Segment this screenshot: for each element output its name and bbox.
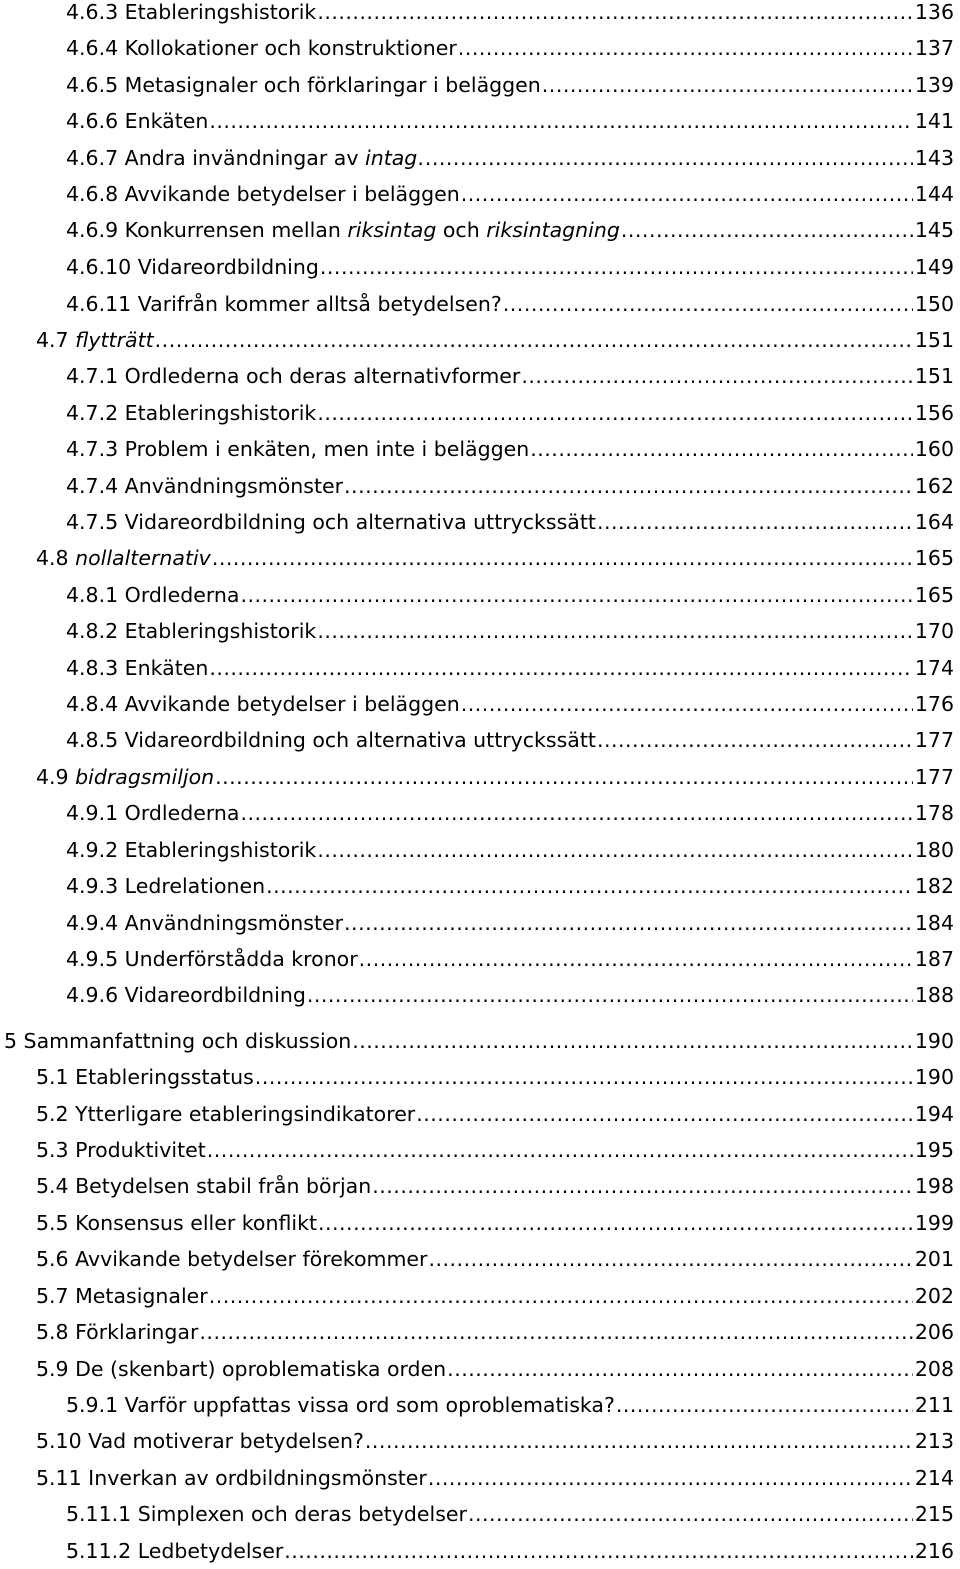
toc-entry-page-number: 139 xyxy=(914,73,954,97)
toc-entry[interactable] xyxy=(36,1315,954,1349)
toc-entry-page-number: 188 xyxy=(914,983,954,1007)
toc-entry-page-number: 141 xyxy=(914,109,954,133)
toc-entry-page-number: 165 xyxy=(914,583,954,607)
toc-entry-title: 4.7 flytträtt xyxy=(36,328,154,352)
toc-dot-leader xyxy=(597,723,913,757)
toc-entry-page-number: 187 xyxy=(914,947,954,971)
toc-dot-leader xyxy=(542,68,913,102)
toc-entry-title: 5 Sammanfattning och diskussion xyxy=(4,1029,352,1053)
toc-entry-title: 4.6.6 Enkäten xyxy=(66,109,209,133)
toc-entry-page-number: 177 xyxy=(914,765,954,789)
toc-entry-title: 4.9.6 Vidareordbildning xyxy=(66,983,306,1007)
toc-entry-title: 4.7.2 Etableringshistorik xyxy=(66,401,317,425)
toc-entry-title: 5.4 Betydelsen stabil från början xyxy=(36,1174,372,1198)
toc-dot-leader xyxy=(461,177,913,211)
toc-entry-title: 4.7.4 Användningsmönster xyxy=(66,474,344,498)
toc-entry[interactable] xyxy=(66,469,954,503)
toc-dot-leader xyxy=(416,1097,913,1131)
toc-dot-leader xyxy=(372,1169,913,1203)
toc-dot-leader xyxy=(209,1279,913,1313)
toc-entry-page-number: 151 xyxy=(914,328,954,352)
toc-dot-leader xyxy=(212,541,913,575)
toc-entry-title: 4.9 bidragsmiljon xyxy=(36,765,215,789)
toc-entry[interactable] xyxy=(66,942,954,976)
toc-entry-title: 4.7.5 Vidareordbildning och alternativa uttryckssätt xyxy=(66,510,596,534)
toc-entry-page-number: 206 xyxy=(914,1320,954,1344)
toc-dot-leader xyxy=(621,213,913,247)
toc-entry-title: 4.7.1 Ordlederna och deras alternativformer xyxy=(66,364,521,388)
toc-entry-title: 4.8.2 Etableringshistorik xyxy=(66,619,317,643)
toc-entry[interactable] xyxy=(36,323,954,357)
toc-entry[interactable] xyxy=(36,1424,954,1458)
toc-entry-page-number: 145 xyxy=(914,218,954,242)
toc-entry[interactable] xyxy=(36,1133,954,1167)
toc-entry[interactable] xyxy=(4,1024,954,1058)
toc-dot-leader xyxy=(284,1534,913,1568)
toc-entry[interactable] xyxy=(66,177,954,211)
toc-entry[interactable] xyxy=(36,1060,954,1094)
toc-dot-leader xyxy=(352,1024,913,1058)
toc-entry[interactable] xyxy=(66,906,954,940)
toc-dot-leader xyxy=(461,687,913,721)
toc-entry[interactable] xyxy=(66,578,954,612)
toc-entry-title: 5.7 Metasignaler xyxy=(36,1284,208,1308)
toc-entry-page-number: 215 xyxy=(914,1502,954,1526)
toc-entry-page-number: 184 xyxy=(914,911,954,935)
toc-entry-page-number: 156 xyxy=(914,401,954,425)
toc-entry[interactable] xyxy=(66,31,954,65)
toc-entry-title: 4.8.4 Avvikande betydelser i beläggen xyxy=(66,692,460,716)
toc-dot-leader xyxy=(458,31,913,65)
toc-dot-leader xyxy=(344,906,913,940)
toc-entry[interactable] xyxy=(66,1534,954,1568)
toc-entry[interactable] xyxy=(66,104,954,138)
toc-dot-leader xyxy=(209,651,913,685)
toc-entry-title: 5.6 Avvikande betydelser förekommer xyxy=(36,1247,428,1271)
toc-entry-page-number: 213 xyxy=(914,1429,954,1453)
toc-entry-page-number: 144 xyxy=(914,182,954,206)
toc-entry[interactable] xyxy=(66,651,954,685)
toc-dot-leader xyxy=(425,141,913,175)
toc-entry-page-number: 190 xyxy=(914,1029,954,1053)
toc-entry-title: 5.1 Etableringsstatus xyxy=(36,1065,254,1089)
toc-entry-page-number: 216 xyxy=(914,1539,954,1563)
toc-dot-leader xyxy=(317,396,913,430)
toc-entry[interactable] xyxy=(66,614,954,648)
toc-entry-title: 4.6.10 Vidareordbildning xyxy=(66,255,319,279)
toc-entry-title: 4.6.7 Andra invändningar av intag. xyxy=(66,146,424,170)
toc-entry-page-number: 208 xyxy=(914,1357,954,1381)
toc-entry-title: 4.9.3 Ledrelationen xyxy=(66,874,266,898)
toc-dot-leader xyxy=(155,323,913,357)
toc-entry[interactable] xyxy=(66,978,954,1012)
toc-entry[interactable] xyxy=(36,1097,954,1131)
toc-dot-leader xyxy=(240,796,912,830)
toc-entry-page-number: 143 xyxy=(914,146,954,170)
toc-entry-title: 4.9.2 Etableringshistorik xyxy=(66,838,317,862)
toc-dot-leader xyxy=(207,1133,913,1167)
toc-entry-page-number: 176 xyxy=(914,692,954,716)
toc-entry-page-number: 178 xyxy=(914,801,954,825)
toc-entry[interactable] xyxy=(66,723,954,757)
toc-entry[interactable] xyxy=(36,1279,954,1313)
toc-dot-leader xyxy=(428,1242,912,1276)
toc-entry-page-number: 137 xyxy=(914,36,954,60)
toc-entry-title: 5.2 Ytterligare etableringsindikatorer xyxy=(36,1102,416,1126)
toc-dot-leader xyxy=(344,469,913,503)
toc-dot-leader xyxy=(428,1461,913,1495)
toc-dot-leader xyxy=(317,833,913,867)
toc-entry-page-number: 190 xyxy=(914,1065,954,1089)
toc-entry[interactable] xyxy=(36,760,954,794)
toc-dot-leader xyxy=(616,1388,913,1422)
toc-entry[interactable] xyxy=(66,1497,954,1531)
toc-entry[interactable] xyxy=(66,68,954,102)
toc-entry-title: 4.8.3 Enkäten xyxy=(66,656,209,680)
toc-dot-leader xyxy=(530,432,913,466)
toc-entry[interactable] xyxy=(36,1352,954,1386)
toc-dot-leader xyxy=(447,1352,913,1386)
toc-dot-leader xyxy=(365,1424,913,1458)
toc-entry-page-number: 136 xyxy=(914,0,954,24)
toc-entry-title: 4.9.4 Användningsmönster xyxy=(66,911,344,935)
toc-entry-page-number: 201 xyxy=(914,1247,954,1271)
toc-entry[interactable] xyxy=(66,833,954,867)
toc-entry-title: 4.8.5 Vidareordbildning och alternativa uttryckssätt xyxy=(66,728,596,752)
toc-entry[interactable] xyxy=(36,1169,954,1203)
toc-entry[interactable] xyxy=(66,869,954,903)
toc-entry[interactable] xyxy=(66,0,954,29)
toc-entry[interactable] xyxy=(66,359,954,393)
toc-entry-title: 5.8 Förklaringar xyxy=(36,1320,199,1344)
toc-entry-title: 4.6.4 Kollokationer och konstruktioner xyxy=(66,36,457,60)
toc-entry[interactable] xyxy=(36,1206,954,1240)
toc-entry-title: 4.7.3 Problem i enkäten, men inte i beläggen xyxy=(66,437,530,461)
toc-entry[interactable] xyxy=(36,1461,954,1495)
toc-entry-page-number: 170 xyxy=(914,619,954,643)
toc-entry-title: 5.9.1 Varför uppfattas vissa ord som oproblematiska? xyxy=(66,1393,615,1417)
toc-dot-leader xyxy=(255,1060,913,1094)
toc-entry-title: 4.9.5 Underförstådda kronor xyxy=(66,947,358,971)
toc-entry-title: 5.3 Produktivitet xyxy=(36,1138,206,1162)
toc-entry[interactable] xyxy=(36,1242,954,1276)
toc-entry[interactable] xyxy=(66,687,954,721)
toc-entry-title: 4.6.3 Etableringshistorik xyxy=(66,0,317,24)
toc-dot-leader xyxy=(359,942,913,976)
toc-entry-page-number: 180 xyxy=(914,838,954,862)
toc-entry-page-number: 149 xyxy=(914,255,954,279)
toc-entry-title: 4.6.11 Varifrån kommer alltså betydelsen? xyxy=(66,292,502,316)
toc-entry-page-number: 150 xyxy=(914,292,954,316)
toc-entry-title: 5.11 Inverkan av ordbildningsmönster xyxy=(36,1466,427,1490)
toc-entry-title: 4.6.5 Metasignaler och förklaringar i beläggen xyxy=(66,73,541,97)
toc-entry-page-number: 164 xyxy=(914,510,954,534)
toc-entry-title: 4.8 nollalternativ xyxy=(36,546,211,570)
toc-entry-page-number: 214 xyxy=(914,1466,954,1490)
toc-entry-page-number: 182 xyxy=(914,874,954,898)
toc-dot-leader xyxy=(318,1206,913,1240)
toc-entry-title: 4.8.1 Ordlederna xyxy=(66,583,240,607)
toc-dot-leader xyxy=(240,578,912,612)
toc-entry-page-number: 198 xyxy=(914,1174,954,1198)
toc-entry[interactable] xyxy=(66,287,954,321)
toc-dot-leader xyxy=(503,287,913,321)
toc-entry[interactable] xyxy=(66,1388,954,1422)
toc-entry-title: 5.5 Konsensus eller konflikt xyxy=(36,1211,317,1235)
toc-dot-leader xyxy=(307,978,913,1012)
toc-dot-leader xyxy=(199,1315,912,1349)
toc-entry-title: 5.11.2 Ledbetydelser xyxy=(66,1539,284,1563)
toc-entry-page-number: 160 xyxy=(914,437,954,461)
toc-dot-leader xyxy=(320,250,913,284)
toc-entry-page-number: 194 xyxy=(914,1102,954,1126)
toc-entry-title: 5.10 Vad motiverar betydelsen? xyxy=(36,1429,364,1453)
toc-entry-page-number: 211 xyxy=(914,1393,954,1417)
toc-entry[interactable] xyxy=(66,213,954,247)
toc-entry[interactable] xyxy=(66,505,954,539)
toc-entry-page-number: 177 xyxy=(914,728,954,752)
toc-entry-page-number: 202 xyxy=(914,1284,954,1308)
toc-entry-title: 4.9.1 Ordlederna xyxy=(66,801,240,825)
toc-dot-leader xyxy=(317,614,913,648)
toc-entry-page-number: 151 xyxy=(914,364,954,388)
toc-entry[interactable] xyxy=(66,250,954,284)
toc-entry-page-number: 199 xyxy=(914,1211,954,1235)
toc-entry-page-number: 162 xyxy=(914,474,954,498)
toc-entry-page-number: 195 xyxy=(914,1138,954,1162)
toc-dot-leader xyxy=(317,0,913,29)
toc-entry-title: 4.6.9 Konkurrensen mellan riksintag och riksintagning xyxy=(66,218,620,242)
toc-dot-leader xyxy=(468,1497,913,1531)
toc-entry[interactable] xyxy=(66,396,954,430)
toc-dot-leader xyxy=(209,104,913,138)
toc-entry-title: 5.11.1 Simplexen och deras betydelser xyxy=(66,1502,467,1526)
toc-entry-title: 4.6.8 Avvikande betydelser i beläggen xyxy=(66,182,460,206)
toc-dot-leader xyxy=(521,359,913,393)
toc-entry[interactable] xyxy=(66,432,954,466)
toc-dot-leader xyxy=(597,505,913,539)
toc-entry-page-number: 165 xyxy=(914,546,954,570)
toc-entry-title: 5.9 De (skenbart) oproblematiska orden xyxy=(36,1357,447,1381)
toc-entry[interactable] xyxy=(36,541,954,575)
toc-entry-page-number: 174 xyxy=(914,656,954,680)
toc-dot-leader xyxy=(266,869,913,903)
toc-entry[interactable] xyxy=(66,796,954,830)
toc-dot-leader xyxy=(215,760,913,794)
toc-entry[interactable] xyxy=(66,141,954,175)
